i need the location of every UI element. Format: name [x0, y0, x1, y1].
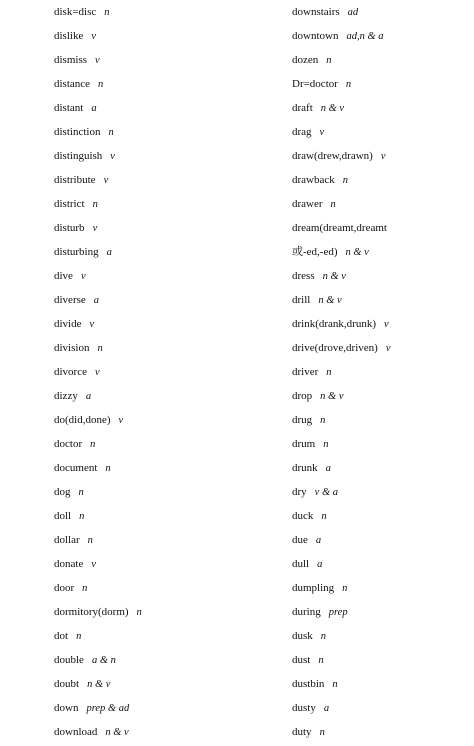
word-entry [54, 0, 274, 24]
entry-word: doubt [54, 678, 80, 690]
word-entry [292, 696, 470, 720]
entry-word: dozen [292, 54, 319, 66]
word-entry [54, 48, 274, 72]
left-word-column [54, 0, 274, 744]
word-entry [292, 24, 470, 48]
word-entry [54, 120, 274, 144]
word-entry [54, 264, 274, 288]
word-entry [54, 552, 274, 576]
word-entry [292, 0, 470, 24]
entry-part-of-speech: n [342, 175, 349, 186]
entry-part-of-speech: v [319, 127, 325, 138]
entry-part-of-speech: n [136, 607, 142, 618]
entry-word: doctor [54, 438, 83, 450]
entry-word: dust [292, 654, 311, 666]
word-entry [54, 408, 274, 432]
word-entry [54, 696, 274, 720]
entry-part-of-speech: prep & ad [86, 703, 130, 714]
entry-word: diverse [54, 294, 86, 306]
entry-word: dismiss [54, 54, 88, 66]
entry-part-of-speech: n [87, 535, 93, 546]
entry-part-of-speech: n [105, 463, 111, 474]
entry-part-of-speech: v [103, 175, 109, 186]
entry-word: drug [292, 414, 313, 426]
entry-part-of-speech: n [82, 583, 88, 594]
word-entry [54, 504, 274, 528]
word-entry [54, 624, 274, 648]
entry-part-of-speech: n [330, 199, 336, 210]
entry-word: disturbing [54, 246, 99, 258]
entry-part-of-speech: n [323, 439, 329, 450]
entry-part-of-speech: n [318, 655, 324, 666]
entry-word: dumpling [292, 582, 335, 594]
entry-word: dislike [54, 30, 84, 42]
entry-part-of-speech: n [78, 487, 84, 498]
entry-part-of-speech: n [108, 127, 114, 138]
word-entry [292, 720, 470, 744]
word-entry [292, 408, 470, 432]
entry-word: Dr=doctor [292, 78, 338, 90]
entry-part-of-speech: v [95, 55, 100, 66]
word-entry [54, 600, 274, 624]
word-entry [292, 264, 470, 288]
word-entry [54, 432, 274, 456]
word-entry [54, 240, 274, 264]
entry-part-of-speech: v [89, 319, 95, 330]
word-entry [54, 24, 274, 48]
entry-part-of-speech: n [326, 55, 332, 66]
entry-part-of-speech: n [92, 199, 98, 210]
entry-part-of-speech: prep [328, 607, 348, 618]
word-entry [54, 312, 274, 336]
entry-part-of-speech: n [326, 367, 332, 378]
entry-word: drive(drove,driven) [292, 342, 378, 354]
word-entry [54, 360, 274, 384]
word-entry [292, 576, 470, 600]
entry-part-of-speech: v [118, 415, 124, 426]
entry-part-of-speech: n [79, 511, 85, 522]
entry-word: distant [54, 102, 84, 114]
entry-word: draft [292, 102, 313, 114]
entry-part-of-speech: v [94, 367, 100, 378]
entry-part-of-speech: n & v [320, 391, 344, 402]
word-entry [54, 144, 274, 168]
word-entry [54, 216, 274, 240]
word-entry [292, 192, 470, 216]
word-entry [292, 504, 470, 528]
word-entry [292, 96, 470, 120]
entry-word: dollar [54, 534, 80, 546]
entry-word: dream(dreamt,dreamt [292, 222, 387, 234]
entry-word: disk=disc [54, 6, 97, 18]
entry-word: distinguish [54, 150, 103, 162]
entry-word: do(did,done) [54, 414, 111, 426]
entry-word: draw(drew,drawn) [292, 150, 373, 162]
entry-part-of-speech: n & v [322, 271, 346, 282]
entry-part-of-speech: n [104, 7, 110, 18]
entry-part-of-speech: a [91, 103, 97, 114]
word-entry [292, 144, 470, 168]
word-entry [54, 456, 274, 480]
entry-word: during [292, 606, 321, 618]
word-entry [54, 648, 274, 672]
entry-word: drag [292, 126, 312, 138]
word-entry [292, 120, 470, 144]
entry-word: driver [292, 366, 319, 378]
word-entry [292, 48, 470, 72]
entry-word: dustbin [292, 678, 325, 690]
entry-word: duck [292, 510, 314, 522]
entry-part-of-speech: n [342, 583, 348, 594]
word-entry [292, 240, 470, 264]
word-entry [292, 480, 470, 504]
entry-part-of-speech: v & a [314, 487, 338, 498]
entry-word: dot [54, 630, 69, 642]
entry-word: drop [292, 390, 313, 402]
entry-word: down [54, 702, 79, 714]
word-entry [292, 600, 470, 624]
word-entry [54, 192, 274, 216]
entry-word: document [54, 462, 98, 474]
word-entry [54, 576, 274, 600]
right-word-column [292, 0, 470, 744]
entry-word: doll [54, 510, 72, 522]
word-entry [292, 456, 470, 480]
entry-part-of-speech: n [76, 631, 82, 642]
entry-word: divide [54, 318, 82, 330]
entry-part-of-speech: v [384, 319, 389, 330]
entry-part-of-speech: n [345, 79, 352, 90]
entry-word: drum [292, 438, 316, 450]
entry-part-of-speech: n [319, 727, 325, 738]
entry-word: dry [292, 486, 307, 498]
word-entry [292, 312, 470, 336]
word-entry [54, 288, 274, 312]
entry-word: 或-ed,-ed) [292, 246, 338, 258]
entry-word: division [54, 342, 90, 354]
entry-word: dizzy [54, 390, 78, 402]
word-entry [292, 168, 470, 192]
entry-word: donate [54, 558, 84, 570]
entry-part-of-speech: a [85, 391, 92, 402]
word-entry [54, 72, 274, 96]
entry-word: dormitory(dorm) [54, 606, 129, 618]
entry-word: drunk [292, 462, 318, 474]
entry-part-of-speech: v [91, 559, 96, 570]
entry-word: download [54, 726, 98, 738]
entry-part-of-speech: v [380, 151, 386, 162]
word-entry [292, 216, 470, 240]
entry-part-of-speech: v [92, 223, 98, 234]
entry-part-of-speech: n [97, 343, 103, 354]
word-entry [292, 360, 470, 384]
word-entry [54, 336, 274, 360]
entry-word: drawback [292, 174, 335, 186]
entry-word: divorce [54, 366, 87, 378]
word-entry [54, 672, 274, 696]
entry-part-of-speech: n & v [105, 727, 129, 738]
entry-word: dog [54, 486, 71, 498]
entry-part-of-speech: n [320, 631, 327, 642]
entry-part-of-speech: ad,n & a [346, 31, 384, 42]
entry-word: distribute [54, 174, 96, 186]
entry-part-of-speech: n [321, 511, 327, 522]
word-entry [292, 432, 470, 456]
entry-word: district [54, 198, 85, 210]
entry-word: dive [54, 270, 73, 282]
word-entry [292, 384, 470, 408]
entry-word: drawer [292, 198, 323, 210]
word-entry [54, 528, 274, 552]
entry-part-of-speech: v [80, 271, 86, 282]
entry-part-of-speech: a [323, 703, 330, 714]
word-entry [292, 72, 470, 96]
entry-part-of-speech: v [110, 151, 115, 162]
word-entry [292, 288, 470, 312]
entry-word: disturb [54, 222, 85, 234]
entry-word: distance [54, 78, 91, 90]
entry-word: downstairs [292, 6, 340, 18]
entry-part-of-speech: a [93, 295, 100, 306]
word-entry [292, 648, 470, 672]
entry-word: dress [292, 270, 315, 282]
entry-part-of-speech: a [325, 463, 331, 474]
entry-word: door [54, 582, 75, 594]
word-entry [292, 624, 470, 648]
entry-word: distinction [54, 126, 101, 138]
entry-word: double [54, 654, 84, 666]
entry-part-of-speech: a [317, 559, 323, 570]
word-entry [292, 552, 470, 576]
entry-word: duty [292, 726, 312, 738]
entry-part-of-speech: n & v [318, 295, 342, 306]
entry-part-of-speech: n [98, 79, 104, 90]
word-entry [54, 480, 274, 504]
entry-part-of-speech: a & n [91, 655, 116, 666]
entry-part-of-speech: a [106, 247, 112, 258]
entry-part-of-speech: a [315, 535, 322, 546]
word-entry [54, 720, 274, 744]
entry-word: dusk [292, 630, 313, 642]
word-entry [292, 528, 470, 552]
entry-word: due [292, 534, 308, 546]
word-entry [292, 672, 470, 696]
entry-word: drill [292, 294, 311, 306]
entry-part-of-speech: v [385, 343, 391, 354]
entry-word: dusty [292, 702, 316, 714]
word-entry [54, 96, 274, 120]
word-entry [54, 168, 274, 192]
entry-part-of-speech: n [332, 679, 338, 690]
entry-word: downtown [292, 30, 339, 42]
entry-word: drink(drank,drunk) [292, 318, 377, 330]
entry-part-of-speech: v [91, 31, 97, 42]
entry-word: dull [292, 558, 310, 570]
entry-part-of-speech: n [320, 415, 326, 426]
entry-part-of-speech: n & v [345, 247, 369, 258]
entry-part-of-speech: n & v [87, 679, 111, 690]
entry-part-of-speech: n & v [320, 103, 345, 114]
entry-part-of-speech: n [90, 439, 96, 450]
word-entry [54, 384, 274, 408]
entry-part-of-speech: ad [347, 7, 359, 18]
word-entry [292, 336, 470, 360]
